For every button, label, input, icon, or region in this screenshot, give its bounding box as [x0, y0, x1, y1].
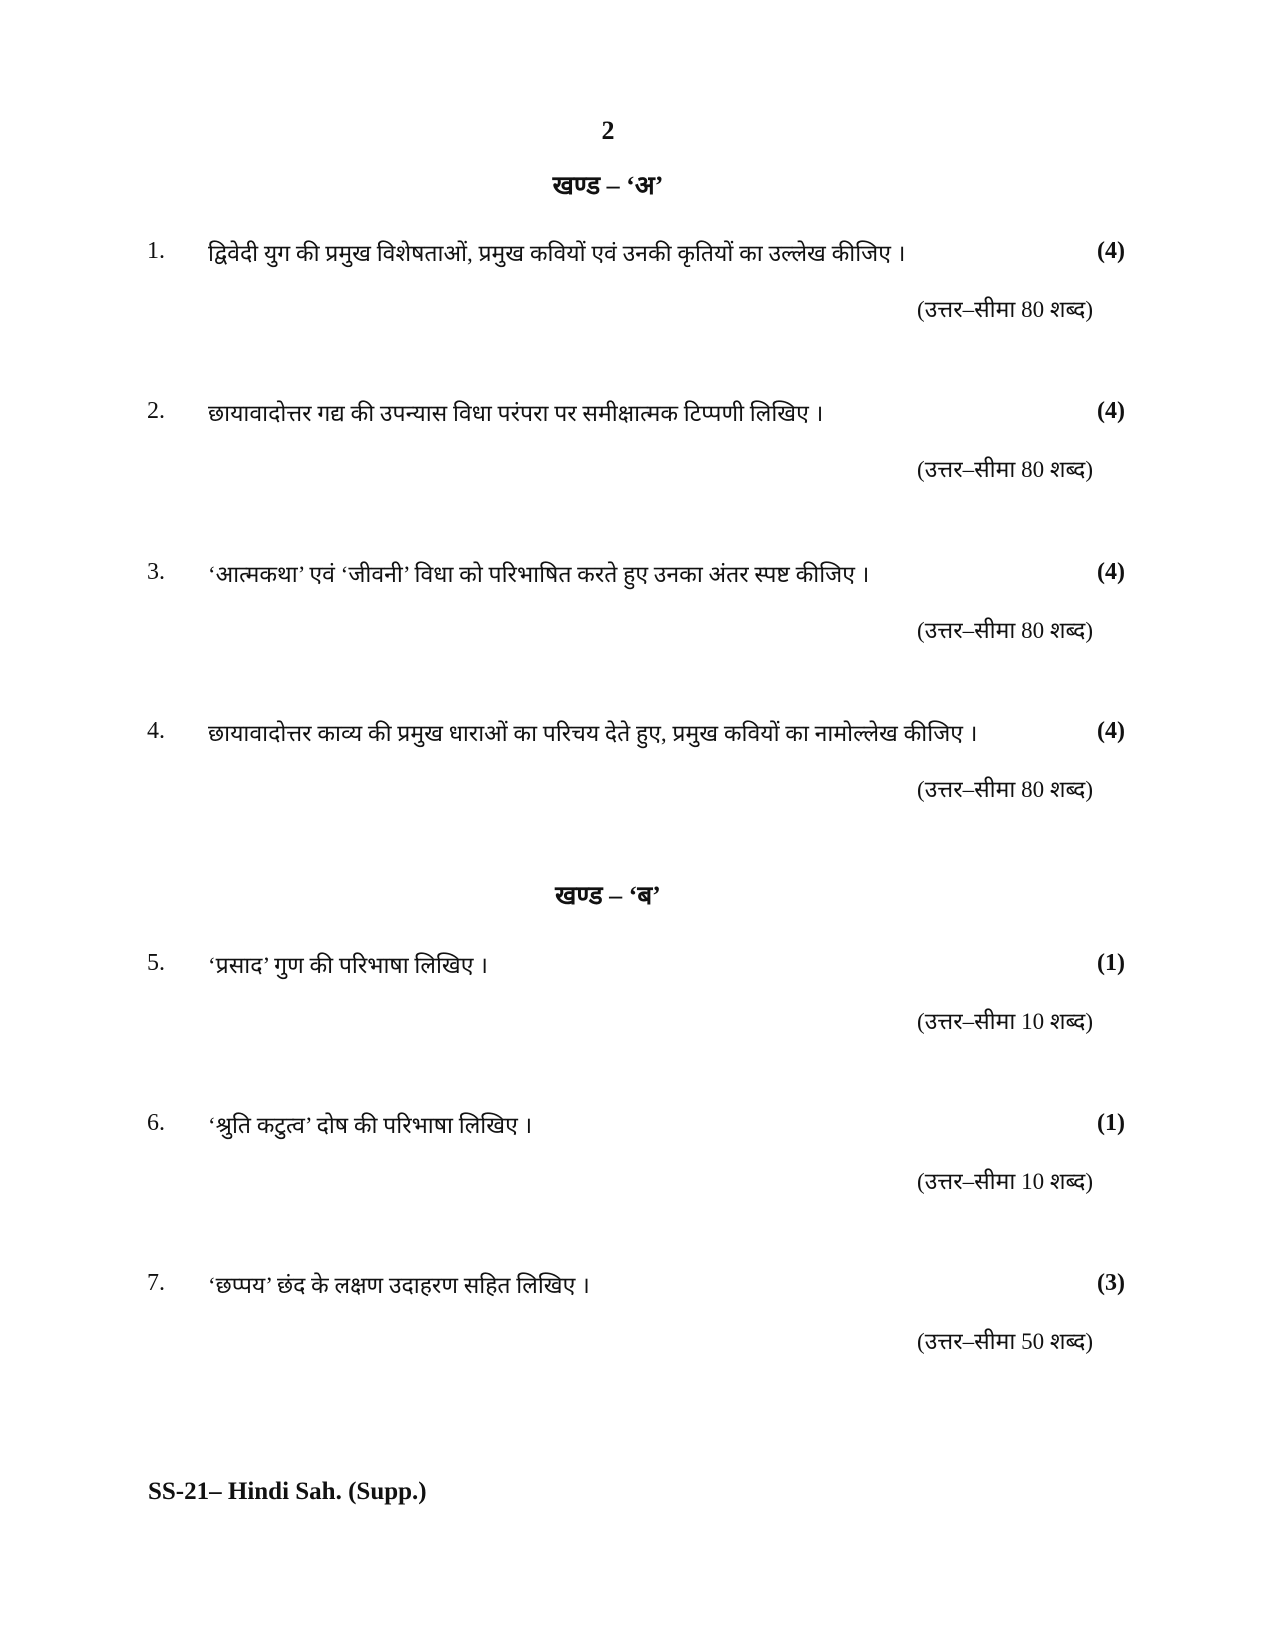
question-marks: (4): [1097, 238, 1125, 264]
question-number: 1.: [147, 238, 165, 264]
question-text: छायावादोत्तर काव्य की प्रमुख धाराओं का परिचय देते हुए, प्रमुख कवियों का नामोल्लेख कीजिए ।: [208, 721, 978, 746]
page-number: 2: [601, 116, 615, 145]
answer-limit: (उत्तर–सीमा 10 शब्द): [917, 1169, 1093, 1194]
question-number: 7.: [147, 1270, 165, 1296]
section-heading-b: खण्ड – ‘ब’: [555, 881, 661, 910]
footer-paper-code: SS-21– Hindi Sah. (Supp.): [148, 1478, 427, 1505]
question-marks: (4): [1097, 718, 1125, 744]
section-heading-a: खण्ड – ‘अ’: [552, 171, 664, 200]
answer-limit: (उत्तर–सीमा 80 शब्द): [917, 618, 1093, 643]
question-text: ‘श्रुति कटुत्व’ दोष की परिभाषा लिखिए ।: [208, 1113, 533, 1138]
question-text: द्विवेदी युग की प्रमुख विशेषताओं, प्रमुख कवियों एवं उनकी कृतियों का उल्लेख कीजिए ।: [208, 241, 906, 266]
question-marks: (1): [1097, 1110, 1125, 1136]
answer-limit: (उत्तर–सीमा 80 शब्द): [917, 457, 1093, 482]
question-marks: (4): [1097, 559, 1125, 585]
question-number: 4.: [147, 718, 165, 744]
question-text: ‘आत्मकथा’ एवं ‘जीवनी’ विधा को परिभाषित करते हुए उनका अंतर स्पष्ट कीजिए ।: [208, 562, 870, 587]
answer-limit: (उत्तर–सीमा 80 शब्द): [917, 297, 1093, 322]
question-number: 6.: [147, 1110, 165, 1136]
answer-limit: (उत्तर–सीमा 80 शब्द): [917, 777, 1093, 802]
question-text: ‘प्रसाद’ गुण की परिभाषा लिखिए ।: [208, 953, 488, 978]
question-text: ‘छप्पय’ छंद के लक्षण उदाहरण सहित लिखिए ।: [208, 1273, 590, 1298]
question-marks: (4): [1097, 398, 1125, 424]
question-number: 5.: [147, 950, 165, 976]
question-number: 3.: [147, 559, 165, 585]
question-marks: (1): [1097, 950, 1125, 976]
answer-limit: (उत्तर–सीमा 50 शब्द): [917, 1329, 1093, 1354]
question-number: 2.: [147, 398, 165, 424]
answer-limit: (उत्तर–सीमा 10 शब्द): [917, 1009, 1093, 1034]
question-text: छायावादोत्तर गद्य की उपन्यास विधा परंपरा पर समीक्षात्मक टिप्पणी लिखिए ।: [208, 401, 824, 426]
question-marks: (3): [1097, 1270, 1125, 1296]
